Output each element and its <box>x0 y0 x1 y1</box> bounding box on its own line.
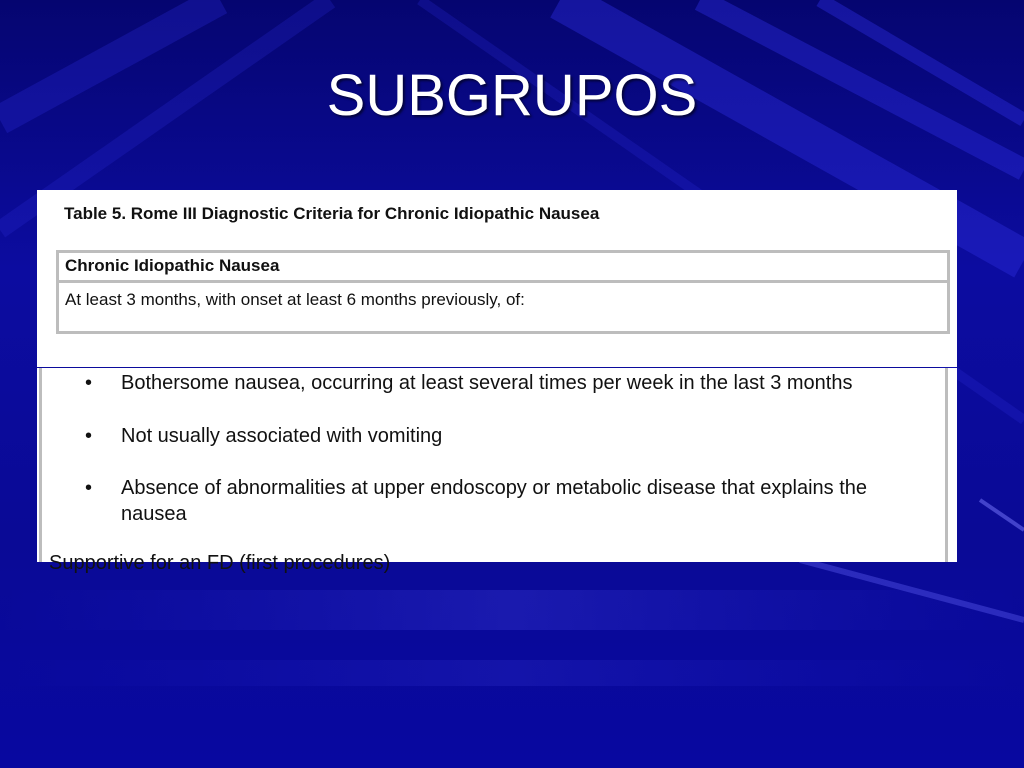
criteria-bullet-text: Absence of abnormalities at upper endoscopy or metabolic disease that explains the nausea <box>121 477 868 525</box>
bullet-dot-icon: • <box>85 372 93 394</box>
criteria-bullet-text: Not usually associated with vomiting <box>121 425 443 447</box>
criteria-box <box>56 250 950 334</box>
table-top-panel <box>37 190 957 367</box>
criteria-intro: At least 3 months, with onset at least 6 months previously, of: <box>65 290 525 309</box>
cut-off-line: Supportive for an FD (first procedures) <box>49 552 391 574</box>
table-bottom-panel <box>37 368 957 574</box>
criteria-bullet-text: Bothersome nausea, occurring at least several times per week in the last 3 months <box>121 372 853 394</box>
table-caption: Table 5. Rome III Diagnostic Criteria for Chronic Idiopathic Nausea <box>64 204 600 223</box>
bullet-dot-icon: • <box>85 477 93 499</box>
table-left-border <box>39 368 42 562</box>
table-right-border <box>945 368 948 562</box>
slide-title: SUBGRUPOS <box>326 63 698 128</box>
bullet-dot-icon: • <box>85 425 93 447</box>
criteria-header: Chronic Idiopathic Nausea <box>59 253 947 283</box>
